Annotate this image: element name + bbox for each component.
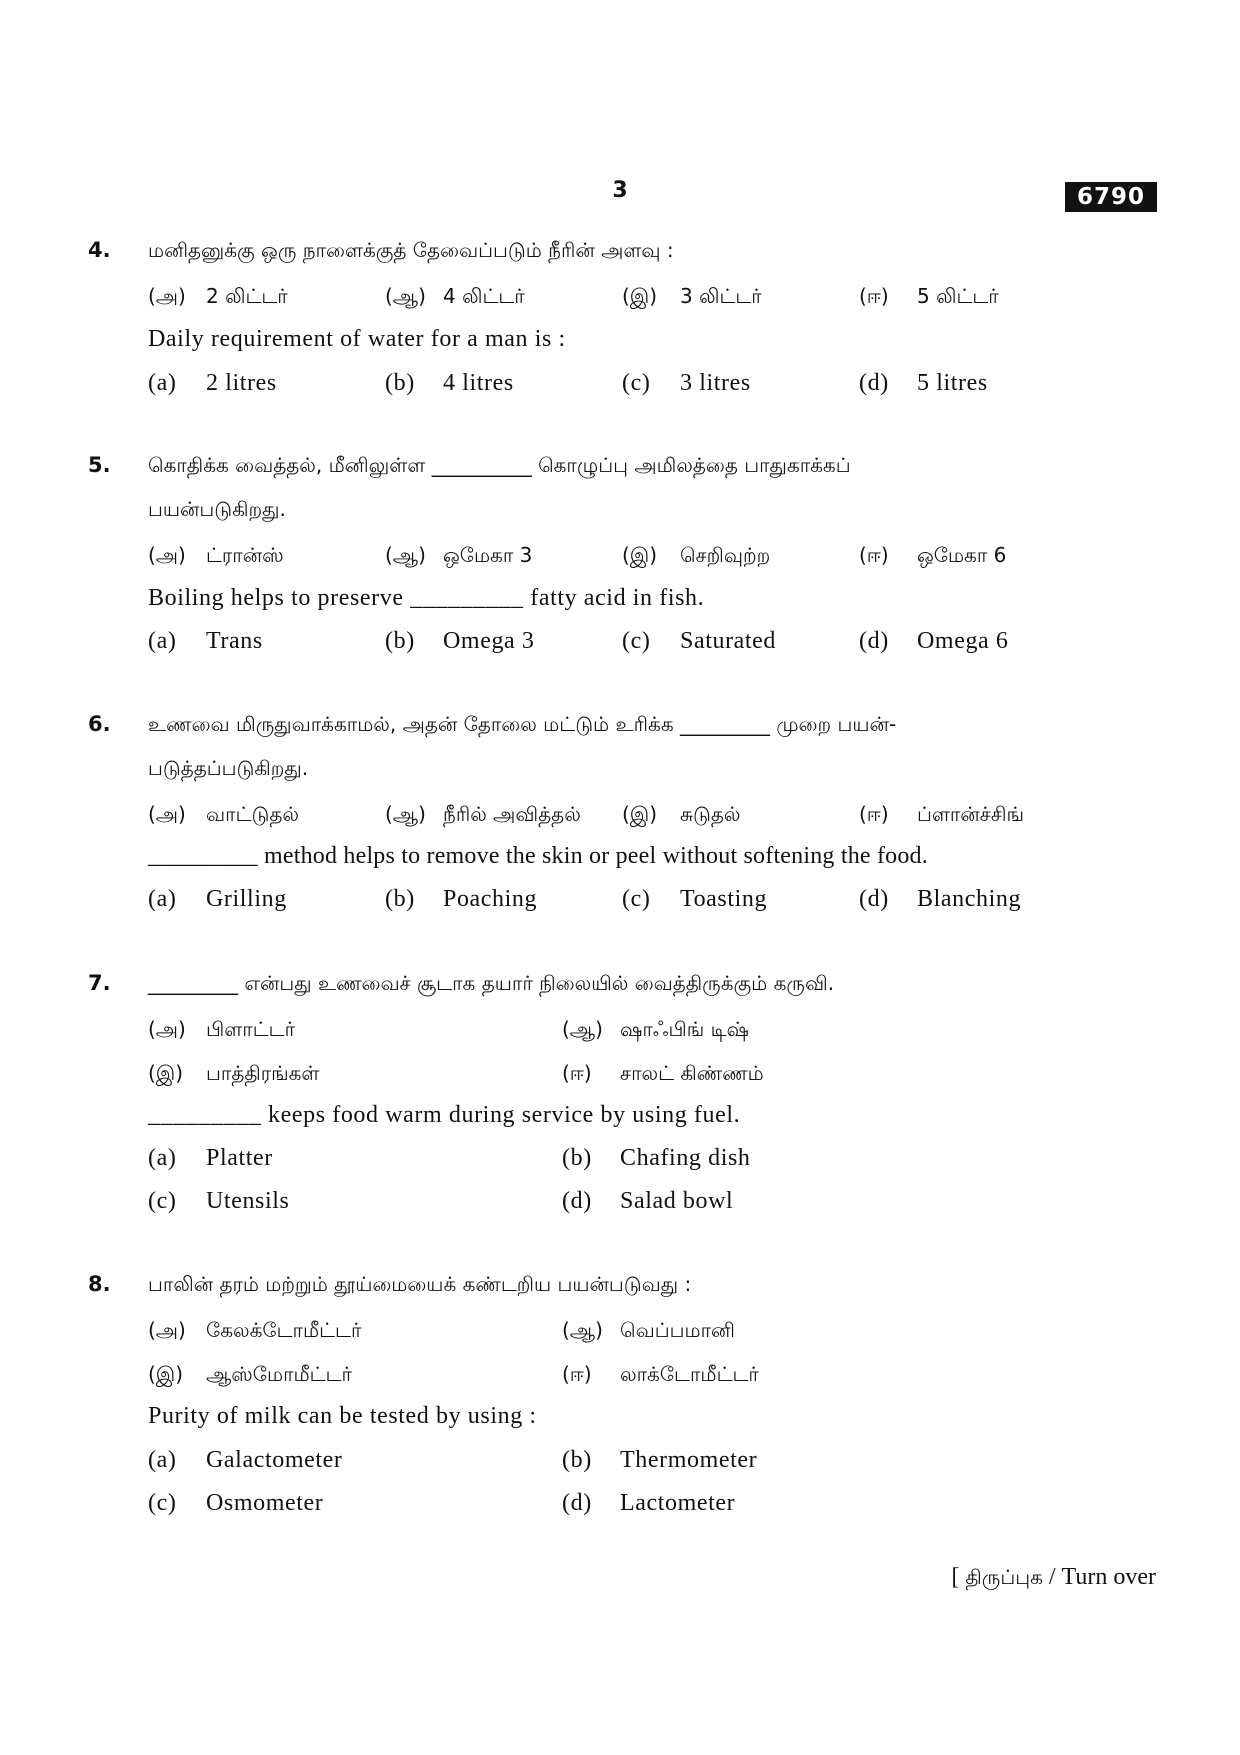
question-text-tamil: பாலின் தரம் மற்றும் தூய்மையைக் கண்டறிய பயன்படுவது : — [148, 1272, 692, 1296]
paper-code-badge: 6790 — [1065, 182, 1157, 212]
footer-bracket: [ — [951, 1564, 960, 1590]
option-c: (c) Toasting — [622, 886, 768, 912]
option-d: (d) Lactometer — [562, 1490, 736, 1516]
option-b-tamil: (ஆ) நீரில் அவித்தல் — [385, 802, 581, 826]
tamil-options — [148, 802, 1108, 832]
english-options-row-1 — [148, 1447, 1108, 1477]
footer-tamil: திருப்புக — [965, 1565, 1043, 1589]
footer-separator: / — [1048, 1564, 1056, 1590]
question-number: 8. — [88, 1272, 111, 1296]
option-d-tamil: (ஈ) ஒமேகா 6 — [859, 543, 1007, 567]
question-text-english: _________ method helps to remove the skin or peel without softening the food. — [148, 843, 928, 869]
question-number: 4. — [88, 238, 111, 262]
option-a: (a) Platter — [148, 1145, 273, 1171]
option-b: (b) 4 litres — [385, 370, 514, 396]
english-options — [148, 628, 1108, 658]
tamil-options-row-2 — [148, 1061, 1108, 1091]
option-c-tamil: (இ) ஆஸ்மோமீட்டர் — [148, 1362, 352, 1386]
english-options-row-2 — [148, 1490, 1108, 1520]
question-number: 7. — [88, 971, 111, 995]
question-text-english: Purity of milk can be tested by using : — [148, 1403, 537, 1429]
question-text-english: Boiling helps to preserve _________ fatty acid in fish. — [148, 585, 705, 611]
option-a: (a) Grilling — [148, 886, 287, 912]
question-text-tamil: உணவை மிருதுவாக்காமல், அதன் தோலை மட்டும் உரிக்க _________ முறை பயன்- — [148, 712, 897, 736]
option-b: (b) Omega 3 — [385, 628, 535, 654]
question-text-tamil: கொதிக்க வைத்தல், மீனிலுள்ள __________ கொழுப்பு அமிலத்தை பாதுகாக்கப் — [148, 453, 851, 477]
option-d-tamil: (ஈ) சாலட் கிண்ணம் — [562, 1061, 764, 1085]
question-text-tamil-cont: படுத்தப்படுகிறது. — [148, 756, 309, 780]
option-d-tamil: (ஈ) 5 லிட்டர் — [859, 284, 999, 308]
question-number: 6. — [88, 712, 111, 736]
option-c-tamil: (இ) செறிவுற்ற — [622, 543, 771, 567]
option-d: (d) Omega 6 — [859, 628, 1009, 654]
option-c: (c) Osmometer — [148, 1490, 324, 1516]
option-a: (a) Trans — [148, 628, 263, 654]
option-a-tamil: (அ) பிளாட்டர் — [148, 1017, 296, 1041]
footer-english: Turn over — [1061, 1564, 1156, 1590]
option-b-tamil: (ஆ) வெப்பமானி — [562, 1318, 735, 1342]
option-c-tamil: (இ) 3 லிட்டர் — [622, 284, 762, 308]
option-d: (d) 5 litres — [859, 370, 988, 396]
tamil-options-row-2 — [148, 1362, 1108, 1392]
question-number: 5. — [88, 453, 111, 477]
tamil-options-row-1 — [148, 1318, 1108, 1348]
option-d-tamil: (ஈ) ப்ளான்ச்சிங் — [859, 802, 1025, 826]
option-c: (c) Saturated — [622, 628, 777, 654]
option-c: (c) Utensils — [148, 1188, 290, 1214]
option-c-tamil: (இ) பாத்திரங்கள் — [148, 1061, 320, 1085]
option-a-tamil: (அ) கேலக்டோமீட்டர் — [148, 1318, 362, 1342]
option-b: (b) Thermometer — [562, 1447, 758, 1473]
question-text-tamil: _________ என்பது உணவைச் சூடாக தயார் நிலையில் வைத்திருக்கும் கருவி. — [148, 971, 835, 995]
option-a-tamil: (அ) ட்ரான்ஸ் — [148, 543, 284, 567]
turn-over-note — [951, 1564, 1156, 1592]
option-a: (a) Galactometer — [148, 1447, 343, 1473]
option-b: (b) Chafing dish — [562, 1145, 751, 1171]
option-c-tamil: (இ) சுடுதல் — [622, 802, 741, 826]
option-b-tamil: (ஆ) 4 லிட்டர் — [385, 284, 525, 308]
english-options-row-2 — [148, 1188, 1108, 1218]
tamil-options — [148, 284, 1108, 314]
option-a: (a) 2 litres — [148, 370, 277, 396]
tamil-options — [148, 543, 1108, 573]
option-c: (c) 3 litres — [622, 370, 751, 396]
english-options — [148, 370, 1108, 400]
option-b: (b) Poaching — [385, 886, 538, 912]
question-text-english: _________ keeps food warm during service by using fuel. — [148, 1102, 741, 1128]
option-a-tamil: (அ) 2 லிட்டர் — [148, 284, 288, 308]
question-text-tamil: மனிதனுக்கு ஒரு நாளைக்குத் தேவைப்படும் நீரின் அளவு : — [148, 238, 674, 262]
option-d-tamil: (ஈ) லாக்டோமீட்டர் — [562, 1362, 759, 1386]
tamil-options-row-1 — [148, 1017, 1108, 1047]
english-options — [148, 886, 1108, 916]
option-d: (d) Salad bowl — [562, 1188, 734, 1214]
page-number: 3 — [612, 178, 628, 203]
question-text-english: Daily requirement of water for a man is : — [148, 326, 566, 352]
option-d: (d) Blanching — [859, 886, 1022, 912]
question-text-tamil-cont: பயன்படுகிறது. — [148, 497, 286, 521]
option-b-tamil: (ஆ) ஷாஃபிங் டிஷ் — [562, 1017, 749, 1041]
option-a-tamil: (அ) வாட்டுதல் — [148, 802, 299, 826]
option-b-tamil: (ஆ) ஒமேகா 3 — [385, 543, 533, 567]
english-options-row-1 — [148, 1145, 1108, 1175]
